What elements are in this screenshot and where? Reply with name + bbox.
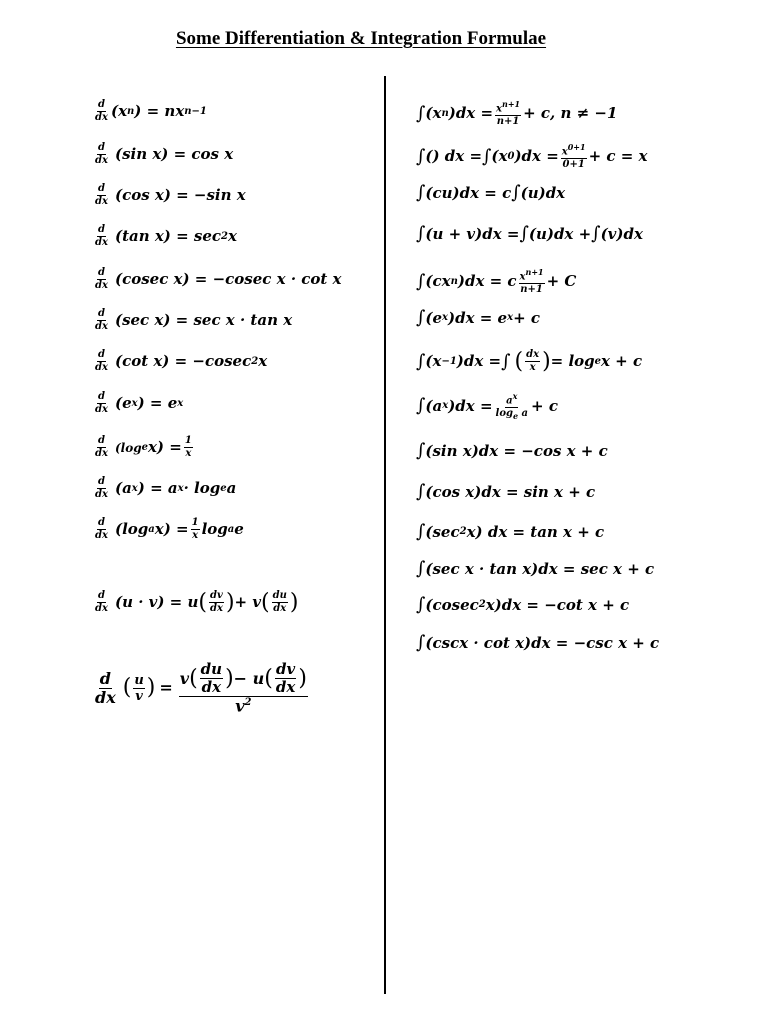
page-title: Some Differentiation & Integration Formulae (175, 28, 547, 49)
quotient-fraction: v ( $\frac{du}{dx}$ ) − u ( $\frac{dv}{dx}$ ) $v^2$ (179, 660, 307, 716)
derivative-quotient-rule: $\frac{d}{dx}$ ( $\frac{u}{v}$ ) = v ( $\frac{du}{dx}$ ) − u ( $\frac{dv}{dx}$ ) $v^2$ (95, 660, 307, 716)
derivative-a-pow-x: $\frac{d}{dx}$ (a x ) = a x · log e a (95, 476, 237, 500)
integral-sum-rule: ∫ (u + v)dx = ∫ (u)dx + ∫ (v)dx (416, 223, 643, 244)
integral-csc-cot: ∫ (cscx · cot x)dx = −csc x + c (416, 632, 660, 653)
integral-cosec-squared: ∫ (cosec 2 x)dx = −cot x + c (416, 594, 630, 615)
integral-sec-tan: ∫ (sec x · tan x)dx = sec x + c (416, 558, 655, 579)
d-dx-operator: $\frac{d}{dx}$ (95, 99, 108, 123)
derivative-ln: $\frac{d}{dx}$ (log e x) = $\frac{1}{x}$ (95, 435, 192, 459)
derivative-tan: $\frac{d}{dx}$ (tan x) = sec 2 x (95, 224, 237, 248)
derivative-power-rule: $\frac{d}{dx}$ (x n ) = nx n−1 (95, 99, 207, 123)
integral-sin: ∫ (sin x)dx = −cos x + c (416, 440, 608, 461)
derivative-cot: $\frac{d}{dx}$ (cot x) = −cosec 2 x (95, 349, 268, 373)
derivative-product-rule: $\frac{d}{dx}$ (u · v) = u ( $\frac{dv}{dx}$ ) + v ( $\frac{du}{dx}$ ) (95, 589, 299, 615)
integral-constant-multiple: ∫ (cu)dx = c ∫ (u)dx (416, 182, 566, 203)
integral-power-rule: ∫ (x n )dx = $\frac{x^{n+1}}{n+1}$ + c, n ≠ −1 (416, 99, 618, 128)
integral-sec-squared: ∫ (sec 2 x) dx = tan x + c (416, 521, 605, 542)
derivative-log-a: $\frac{d}{dx}$ (log a x) = $\frac{1}{x}$ log a e (95, 517, 244, 541)
derivative-cos: $\frac{d}{dx}$ (cos x) = −sin x (95, 183, 246, 207)
column-divider (384, 76, 386, 994)
derivative-exp: $\frac{d}{dx}$ (e x ) = e x (95, 391, 184, 415)
integral-cx-pow-n: ∫ (cx n )dx = c $\frac{x^{n+1}}{n+1}$ + C (416, 267, 577, 296)
derivative-sec: $\frac{d}{dx}$ (sec x) = sec x · tan x (95, 308, 293, 332)
derivative-cosec: $\frac{d}{dx}$ (cosec x) = −cosec x · cot x (95, 267, 342, 291)
integral-reciprocal: ∫ (x −1 )dx = ∫ ( $\frac{dx}{x}$ ) = log e x + c (416, 348, 643, 374)
integral-exp: ∫ (e x )dx = e x + c (416, 307, 540, 328)
integral-a-pow-x: ∫ (a x )dx = $\frac{a^x}{\log_e a}$ + c (416, 391, 558, 422)
integral-cos: ∫ (cos x)dx = sin x + c (416, 481, 596, 502)
integral-constant: ∫ () dx = ∫ (x 0 )dx = $\frac{x^{0+1}}{0+1}$ + c = x (416, 142, 648, 171)
derivative-sin: $\frac{d}{dx}$ (sin x) = cos x (95, 142, 234, 166)
